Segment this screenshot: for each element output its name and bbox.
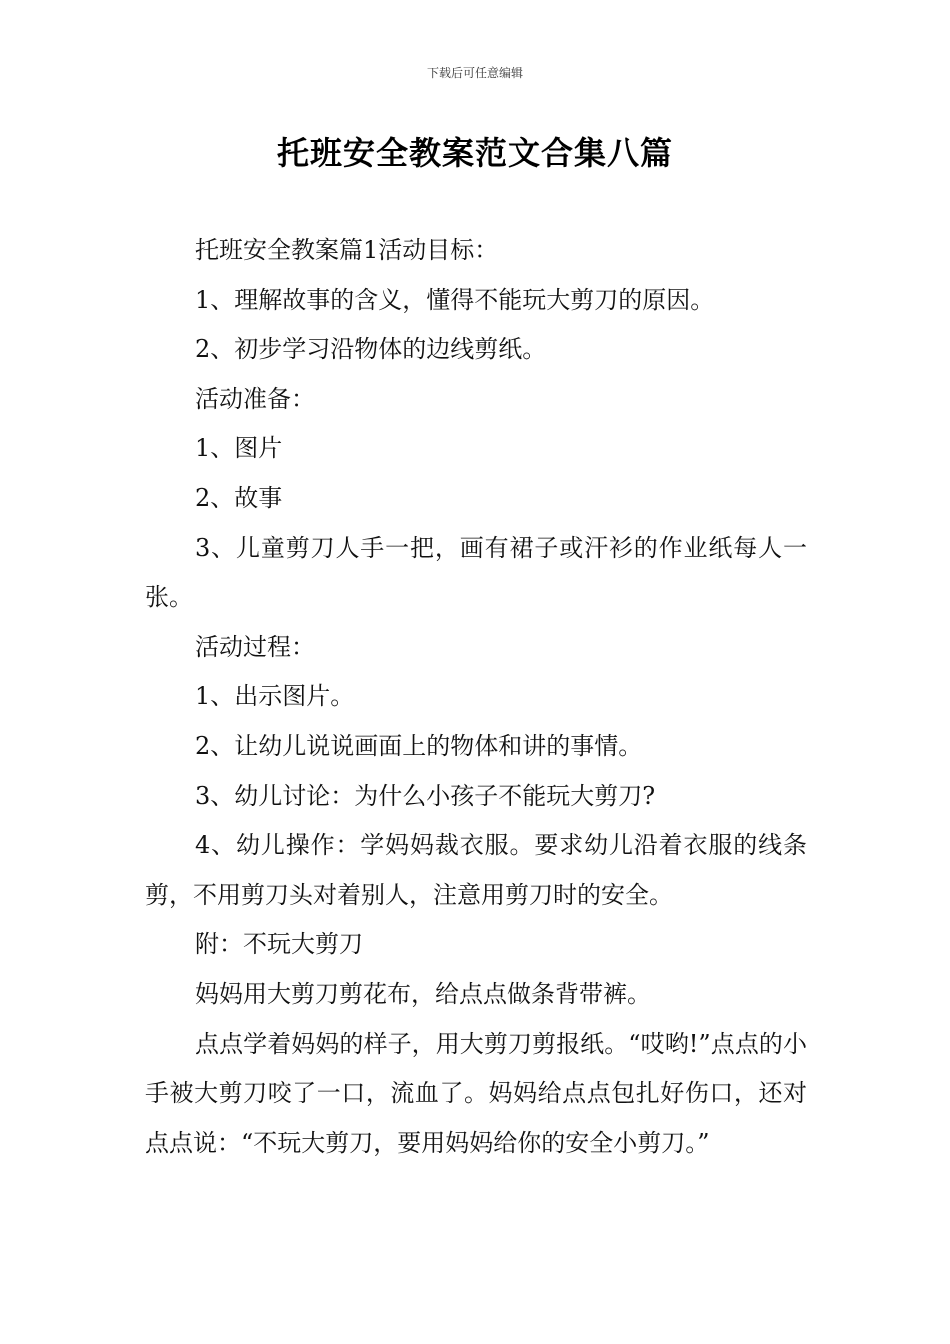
- document-title: 托班安全教案范文合集八篇: [276, 134, 673, 172]
- paragraph-story-1: 妈妈用大剪刀剪花布，给点点做条背带裤。: [195, 979, 651, 1008]
- paragraph-preparation-heading: 活动准备：: [195, 384, 315, 413]
- paragraph-goal-2: 2、初步学习沿物体的边线剪纸。: [195, 335, 547, 364]
- paragraph-preparation-1: 1、图片: [195, 434, 283, 463]
- paragraph-lesson-heading: 托班安全教案篇1活动目标：: [195, 236, 499, 264]
- paragraph-story-2: 点点学着妈妈的样子，用大剪刀剪报纸。“哎哟!”点点的小手被大剪刀咬了一口，流血了。妈妈给点点包扎好伤口，还对点点说：“不玩大剪刀，要用妈妈给你的安全小剪刀。”: [145, 1029, 807, 1157]
- paragraph-preparation-2: 2、故事: [195, 483, 283, 512]
- paragraph-process-heading: 活动过程：: [195, 632, 315, 661]
- paragraph-process-3: 3、幼儿讨论：为什么小孩子不能玩大剪刀?: [195, 781, 656, 810]
- header-note: 下载后可任意编辑: [426, 66, 523, 80]
- paragraph-preparation-3: 3、儿童剪刀人手一把，画有裙子或汗衫的作业纸每人一张。: [145, 533, 807, 612]
- paragraph-process-1: 1、出示图片。: [195, 682, 355, 711]
- document-body: [145, 226, 807, 1168]
- paragraph-appendix-heading: 附：不玩大剪刀: [195, 930, 363, 959]
- paragraph-process-2: 2、让幼儿说说画面上的物体和讲的事情。: [195, 731, 643, 760]
- paragraph-goal-1: 1、理解故事的含义，懂得不能玩大剪刀的原因。: [195, 285, 715, 314]
- paragraph-process-4: 4、幼儿操作：学妈妈裁衣服。要求幼儿沿着衣服的线条剪，不用剪刀头对着别人，注意用剪刀时的安全。: [145, 831, 807, 909]
